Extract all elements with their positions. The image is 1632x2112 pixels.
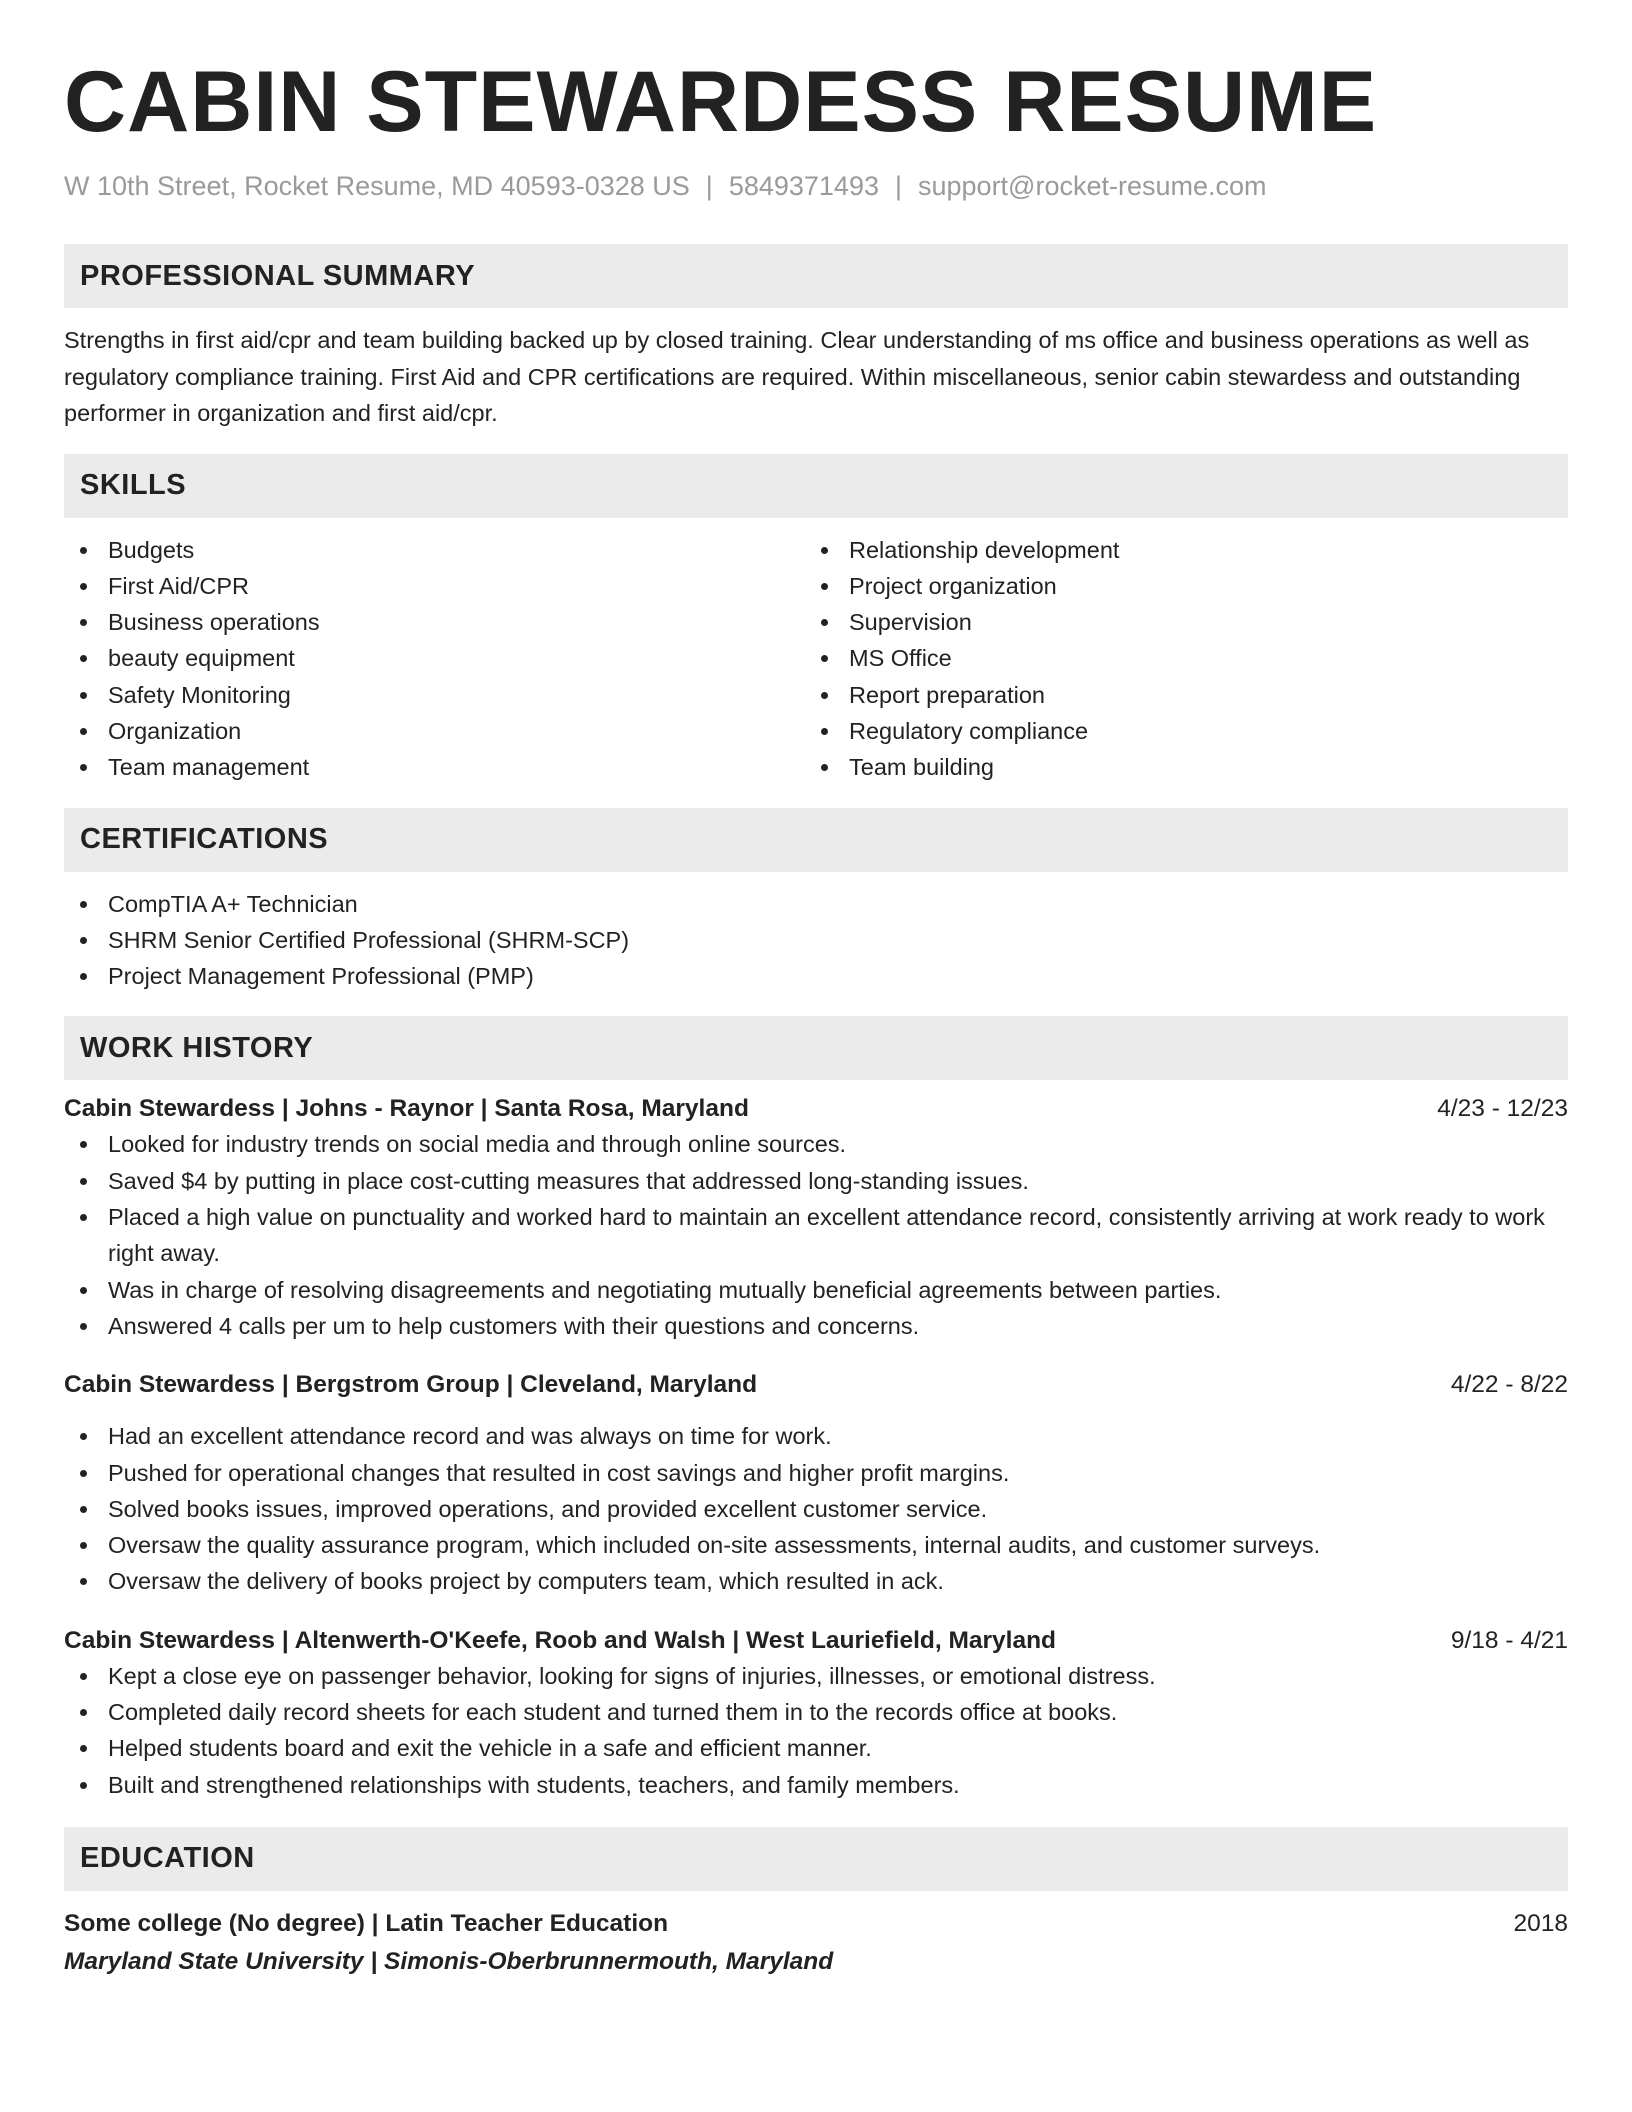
job-bullet: Helped students board and exit the vehicle in a safe and efficient manner. — [64, 1730, 1568, 1766]
job-bullet: Kept a close eye on passenger behavior, looking for signs of injuries, illnesses, or emotional distress. — [64, 1658, 1568, 1694]
education-degree: Some college (No degree) | Latin Teacher Education — [64, 1909, 669, 1937]
job-bullet: Looked for industry trends on social media and through online sources. — [64, 1126, 1568, 1162]
job-bullet: Built and strengthened relationships with students, teachers, and family members. — [64, 1767, 1568, 1803]
job-bullets — [64, 1418, 1568, 1599]
skill-item: Project organization — [805, 568, 1546, 604]
job-bullet: Oversaw the delivery of books project by computers team, which resulted in ack. — [64, 1563, 1568, 1599]
job-bullet: Placed a high value on punctuality and worked hard to maintain an excellent attendance record, consistently arriving at work ready to work right away. — [64, 1199, 1568, 1272]
skill-item: Report preparation — [805, 677, 1546, 713]
job-entry — [64, 1368, 1568, 1599]
skill-item: Team management — [64, 749, 805, 785]
job-dates: 9/18 - 4/21 — [1450, 1626, 1568, 1654]
section-header-summary: PROFESSIONAL SUMMARY — [64, 244, 1568, 308]
contact-phone: 5849371493 — [728, 171, 879, 201]
skill-item: Business operations — [64, 604, 805, 640]
job-dates: 4/22 - 8/22 — [1450, 1371, 1568, 1399]
section-header-certifications: CERTIFICATIONS — [64, 808, 1568, 872]
skills-list-right — [805, 532, 1546, 786]
skill-item: Team building — [805, 749, 1546, 785]
job-entry — [64, 1092, 1568, 1344]
summary-paragraph: Strengths in first aid/cpr and team building backed up by closed training. Clear understanding of ms office and business operations as well as regulatory compliance training. First Aid and CPR certifications are required. Within miscellaneous, senior cabin stewardess and outstanding performer in organization and first aid/cpr. — [64, 327, 1530, 426]
job-bullets — [64, 1658, 1568, 1803]
section-header-education: EDUCATION — [64, 1827, 1568, 1891]
skill-item: Relationship development — [805, 532, 1546, 568]
skill-item: Budgets — [64, 532, 805, 568]
education-school: Maryland State University | Simonis-Oberbrunnermouth, Maryland — [64, 1947, 834, 1975]
job-bullet: Completed daily record sheets for each student and turned them in to the records office at books. — [64, 1694, 1568, 1730]
job-bullet: Pushed for operational changes that resulted in cost savings and higher profit margins. — [64, 1455, 1568, 1491]
job-bullet: Had an excellent attendance record and was always on time for work. — [64, 1418, 1568, 1454]
contact-line — [64, 168, 1568, 204]
contact-separator: | — [894, 171, 902, 201]
skill-item: First Aid/CPR — [64, 568, 805, 604]
certifications-list — [64, 886, 1568, 995]
job-bullet: Solved books issues, improved operations, and provided excellent customer service. — [64, 1491, 1568, 1527]
job-title: Cabin Stewardess | Bergstrom Group | Cleveland, Maryland — [64, 1371, 758, 1399]
job-bullet: Saved $4 by putting in place cost-cutting measures that addressed long-standing issues. — [64, 1163, 1568, 1199]
job-header — [64, 1092, 1568, 1126]
skill-item: MS Office — [805, 640, 1546, 676]
job-title: Cabin Stewardess | Johns - Raynor | Santa Rosa, Maryland — [64, 1095, 749, 1123]
certification-item: SHRM Senior Certified Professional (SHRM-SCP) — [64, 922, 1568, 958]
skills-grid — [64, 532, 1568, 786]
contact-email: support@rocket-resume.com — [918, 171, 1267, 201]
skill-item: Organization — [64, 713, 805, 749]
education-year: 2018 — [1513, 1909, 1568, 1937]
job-bullet: Oversaw the quality assurance program, which included on-site assessments, internal audits, and customer surveys. — [64, 1527, 1568, 1563]
skill-item: Supervision — [805, 604, 1546, 640]
job-bullet: Answered 4 calls per um to help customers with their questions and concerns. — [64, 1308, 1568, 1344]
contact-separator: | — [705, 171, 713, 201]
section-header-work-history: WORK HISTORY — [64, 1016, 1568, 1080]
job-bullet: Was in charge of resolving disagreements and negotiating mutually beneficial agreements between parties. — [64, 1272, 1568, 1308]
contact-address: W 10th Street, Rocket Resume, MD 40593-0328 US — [64, 171, 690, 201]
skill-item: Safety Monitoring — [64, 677, 805, 713]
job-header — [64, 1624, 1568, 1658]
job-title: Cabin Stewardess | Altenwerth-O'Keefe, Roob and Walsh | West Lauriefield, Maryland — [64, 1626, 1057, 1654]
education-header — [64, 1907, 1568, 1941]
resume-title: CABIN STEWARDESS RESUME — [64, 54, 1378, 150]
skills-list-left — [64, 532, 805, 786]
section-header-skills: SKILLS — [64, 454, 1568, 518]
skill-item: Regulatory compliance — [805, 713, 1546, 749]
certification-item: Project Management Professional (PMP) — [64, 958, 1568, 994]
job-entry — [64, 1624, 1568, 1803]
skill-item: beauty equipment — [64, 640, 805, 676]
certification-item: CompTIA A+ Technician — [64, 886, 1568, 922]
job-header — [64, 1368, 1568, 1402]
job-dates: 4/23 - 12/23 — [1437, 1095, 1568, 1123]
job-bullets — [64, 1126, 1568, 1344]
